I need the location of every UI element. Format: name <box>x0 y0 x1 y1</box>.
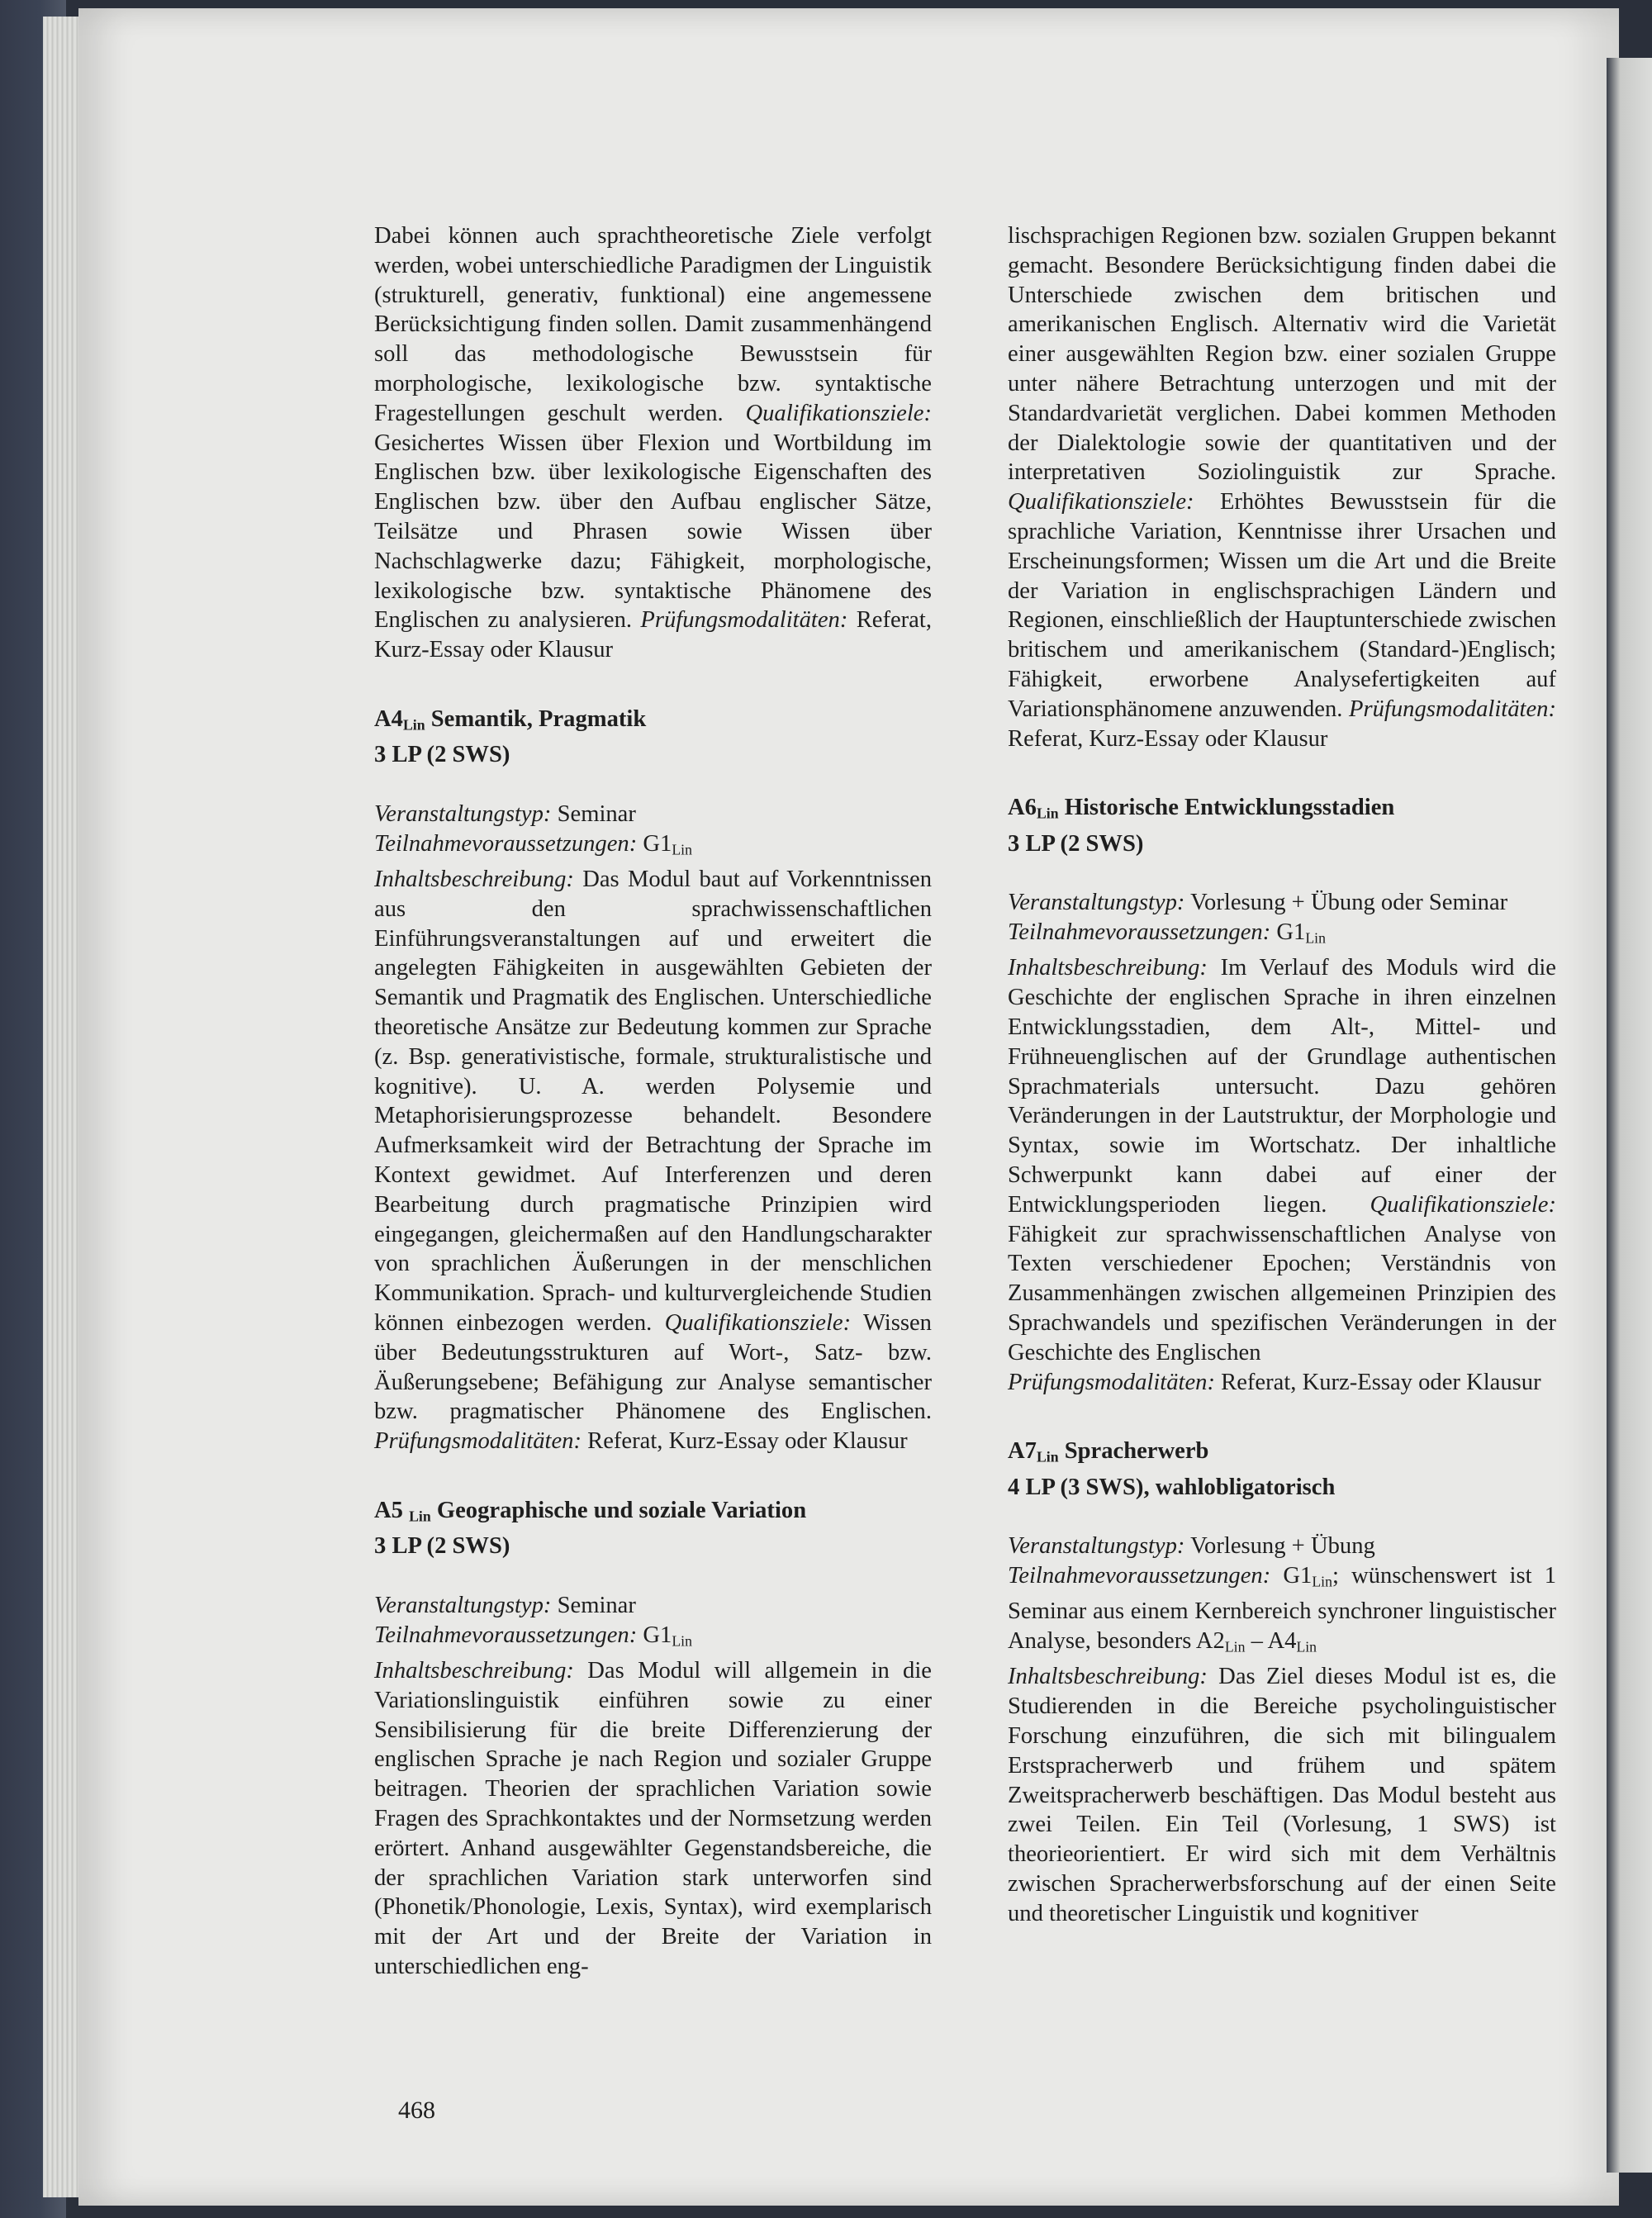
left-column <box>374 221 932 1982</box>
intro-paragraph: Dabei können auch sprachtheoretische Ziele verfolgt werden, wobei unterschiedliche Paradigmen der Linguistik (strukturell, generativ, funktional) eine angemessene Berücksichtigung finden sollen. Damit zusammenhängend soll das methodologische Bewusstsein für morphologische, lexikologische bzw. syntaktische Fragestellungen geschult werden. Qualifikationsziele: Gesichertes Wissen über Flexion und Wortbildung im Englischen bzw. über lexikologische Eigenschaften des Englischen bzw. über den Aufbau englischer Sätze, Teilsätze und Phrasen sowie Wissen über Nachschlagwerke dazu; Fähigkeit, morphologische, lexikologische bzw. syntaktische Phänomene des Englischen zu analysieren. Prüfungsmodalitäten: Referat, Kurz-Essay oder Klausur <box>374 223 932 663</box>
right-column <box>1008 221 1556 1929</box>
module-a7-heading: $A7_{Lin}$ Spracherwerb 4 LP (3 SWS), wahlobligatorisch <box>1008 1438 1336 1500</box>
qualification-label: Qualifikationsziele: <box>745 400 932 426</box>
module-a5-body: Veranstaltungstyp: Seminar Teilnahmevoraussetzungen: $G1_{Lin}$ Inhaltsbeschreibung: Das Modul will allgemein in die Variationslinguistik einführen sowie zu einer Sensibilisierung für die breite Differenzierung der englischen Sprache je nach Region und sozialer Gruppe beitragen. Theorien der sprachlichen Variation sowie Fragen des Sprachkontaktes und der Normsetzung werden erörtert. Anhand ausgewählter Gegenstandsbereiche, die der sprachlichen Variation stark unterworfen sind (Phonetik/Phonologie, Lexis, Syntax), wird exemplarisch mit der Art und der Breite der Variation in unterschiedlichen eng- <box>374 1592 932 1979</box>
module-a5-continuation: lischsprachigen Regionen bzw. sozialen Gruppen bekannt gemacht. Besondere Berücksichtigung finden dabei die Unterschiede zwischen dem britischen und amerikanischen Englisch. Alternativ wird die Varietät einer ausgewählten Region bzw. einer sozialen Gruppe unter nähere Betrachtung unterzogen und mit der Standardvarietät verglichen. Dabei kommen Methoden der Dialektologie sowie der quantitativen und der interpretativen Soziolinguistik zur Sprache. Qualifikationsziele: Erhöhtes Bewusstsein für die sprachliche Variation, Kenntnisse ihrer Ursachen und Erscheinungsformen; Wissen um die Art und die Breite der Variation in englischsprachigen Ländern und Regionen, einschließlich der Hauptunterschiede zwischen britischem und amerikanischem (Standard-)Englisch; Fähigkeit, erworbene Analysefertigkeiten auf Variationsphänomene anzuwenden. Prüfungsmodalitäten: Referat, Kurz-Essay oder Klausur <box>1008 223 1556 752</box>
module-a6-body: Veranstaltungstyp: Vorlesung + Übung oder Seminar Teilnahmevoraussetzungen: $G1_{Lin}$ Inhaltsbeschreibung: Im Verlauf des Moduls wird die Geschichte der englischen Sprache in ihren einzelnen Entwicklungsstadien, dem Alt-, Mittel- und Frühneuenglischen auf der Grundlage authentischen Sprachmaterials untersucht. Dazu gehören Veränderungen in der Lautstruktur, der Morphologie und Syntax, sowie im Wortschatz. Der inhaltliche Schwerpunkt kann dabei auf einer der Entwicklungsperioden liegen. Qualifikationsziele: Fähigkeit zur sprachwissenschaftlichen Analyse von Texten verschiedener Epochen; Verständnis von Zusammenhängen zwischen allgemeinen Prinzipien des Sprachwandels und spezifischen Veränderungen in der Geschichte des Englischen Prüfungsmodalitäten: Referat, Kurz-Essay oder Klausur <box>1008 890 1556 1395</box>
page-number: 468 <box>398 2097 435 2124</box>
module-a4-heading: $A4_{Lin}$ Semantik, Pragmatik 3 LP (2 SWS) <box>374 705 647 768</box>
module-a7-body: Veranstaltungstyp: Vorlesung + Übung Teilnahmevoraussetzungen: $G1_{Lin}$; wünschenswert ist 1 Seminar aus einem Kernbereich synchroner linguistischer Analyse, besonders $A2_{Lin} - A4_{Lin}$ Inhaltsbeschreibung: Das Ziel dieses Modul ist es, die Studierenden in die Bereiche psycholinguistischer Forschung einzuführen, die sich mit bilingualem Erstspracherwerb und frühem und spätem Zweitspracherwerb beschäftigen. Das Modul besteht aus zwei Teilen. Ein Teil (Vorlesung, 1 SWS) ist theorieorientiert. Er wird sich mit dem Verhältnis zwischen Spracherwerbsforschung auf der einen Seite und theoretischer Linguistik und kognitiver <box>1008 1533 1556 1926</box>
exam-label: Prüfungsmodalitäten: <box>640 607 848 634</box>
module-a6-heading: $A6_{Lin}$ Historische Entwicklungsstadien 3 LP (2 SWS) <box>1008 795 1395 857</box>
next-page-edge <box>1607 58 1652 2173</box>
module-a4-body: Veranstaltungstyp: Seminar Teilnahmevoraussetzungen: $G1_{Lin}$ Inhaltsbeschreibung: Das Modul baut auf Vorkenntnissen aus den sprachwissenschaftlichen Einführungsveranstaltungen auf und erweitert die angelegten Fähigkeiten in ausgewählten Gebieten der Semantik und Pragmatik des Englischen. Unterschiedliche theoretische Ansätze zur Bedeutung kommen zur Sprache (z. Bsp. generativistische, formale, strukturalistische und kognitive). U. A. werden Polysemie und Metaphorisierungsprozesse behandelt. Besondere Aufmerksamkeit wird der Betrachtung der Sprache im Kontext gewidmet. Auf Interferenzen und deren Bearbeitung durch pragmatische Prinzipien wird eingegangen, gleichermaßen auf den Handlungscharakter von sprachlichen Äußerungen in der menschlichen Kommunikation. Sprach- und kulturvergleichende Studien können einbezogen werden. Qualifikationsziele: Wissen über Bedeutungsstrukturen auf Wort-, Satz- bzw. Äußerungsebene; Befähigung zur Analyse semantischer bzw. pragmatischer Phänomene des Englischen. Prüfungsmodalitäten: Referat, Kurz-Essay oder Klausur <box>374 800 932 1455</box>
module-a5-heading: A5 $_{Lin}$ Geographische und soziale Variation 3 LP (2 SWS) <box>374 1497 807 1560</box>
